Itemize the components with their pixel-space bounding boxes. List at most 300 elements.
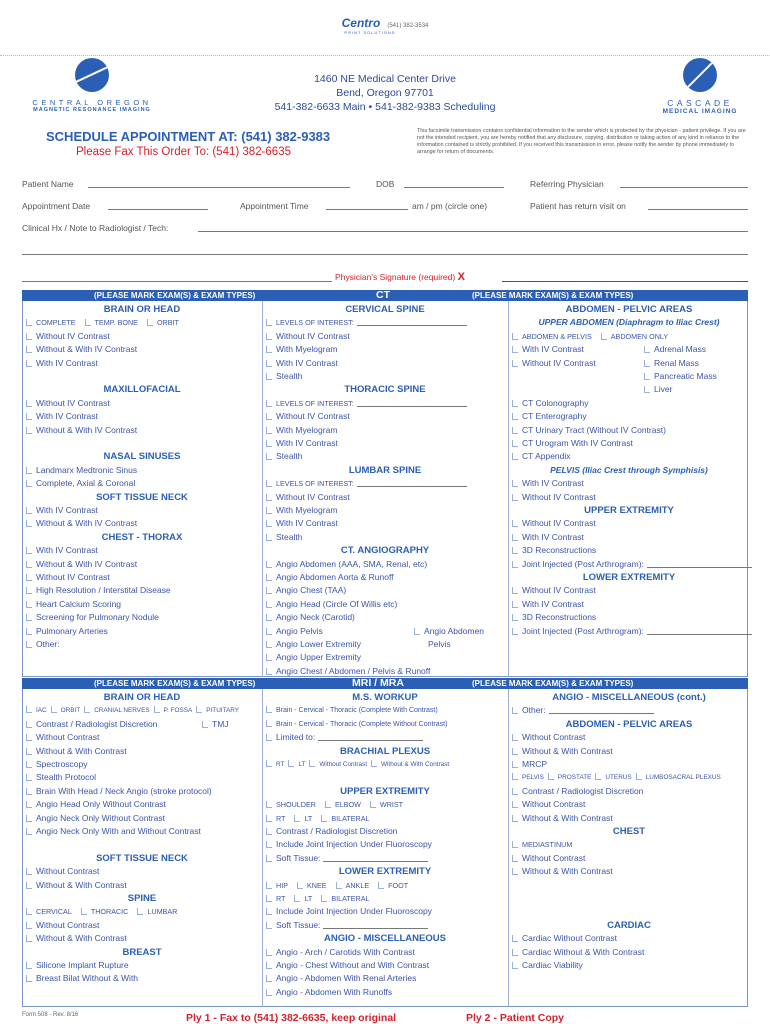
ply1-instruction: Ply 1 - Fax to (541) 382-6635, keep original xyxy=(186,1012,397,1024)
checkbox[interactable] xyxy=(644,346,650,353)
option-label: CERVICAL xyxy=(36,907,72,917)
exam-option xyxy=(26,424,258,437)
option-label: Without & With IV Contrast xyxy=(36,344,138,355)
dob-field[interactable] xyxy=(404,187,504,188)
fill-in-line[interactable] xyxy=(357,318,467,326)
section-heading: LUMBAR SPINE xyxy=(348,464,422,476)
option-label: Stealth xyxy=(276,531,303,542)
section-heading: NASAL SINUSES xyxy=(103,451,181,463)
checkbox[interactable] xyxy=(288,760,294,767)
exam-option xyxy=(512,852,746,865)
checkbox[interactable] xyxy=(266,440,272,447)
checkbox[interactable] xyxy=(266,507,272,514)
option-label: HIP xyxy=(276,880,288,890)
exam-option xyxy=(512,758,746,771)
checkbox[interactable] xyxy=(266,346,272,353)
appointment-date-field[interactable] xyxy=(108,209,208,210)
section-heading: BRAIN OR HEAD xyxy=(103,692,181,703)
exam-option xyxy=(266,665,504,678)
option-label: With IV Contrast xyxy=(522,344,584,355)
exam-option xyxy=(26,771,258,784)
option-label: With IV Contrast xyxy=(276,518,338,529)
exam-option xyxy=(266,812,504,825)
checkbox[interactable] xyxy=(512,453,518,460)
option-label: Other: xyxy=(36,639,60,649)
exam-option xyxy=(512,450,746,463)
checkbox[interactable] xyxy=(196,706,202,713)
referring-physician-field[interactable] xyxy=(620,187,748,188)
fill-in-line[interactable] xyxy=(549,706,654,714)
checkbox[interactable] xyxy=(644,373,650,380)
checkbox[interactable] xyxy=(512,868,518,875)
option-label: LEVELS OF INTEREST: xyxy=(276,398,354,408)
option-label: Without Contrast xyxy=(522,852,586,863)
option-label: CT Colonography xyxy=(522,397,589,408)
option-label: Screening for Pulmonary Nodule xyxy=(36,612,159,623)
checkbox[interactable] xyxy=(26,507,32,514)
checkbox[interactable] xyxy=(512,734,518,741)
checkbox[interactable] xyxy=(512,561,518,568)
physician-signature-field[interactable] xyxy=(502,281,748,282)
right-logo-name: CASCADE xyxy=(667,98,733,108)
checkbox[interactable] xyxy=(512,547,518,554)
section-heading: PELVIS (Iliac Crest through Symphisis) xyxy=(550,464,708,475)
checkbox[interactable] xyxy=(512,333,518,340)
checkbox[interactable] xyxy=(26,346,32,353)
exam-option xyxy=(266,330,504,343)
exam-option xyxy=(26,477,258,490)
option-label: With IV Contrast xyxy=(522,598,584,609)
checkbox[interactable] xyxy=(512,855,518,862)
exam-option xyxy=(512,865,746,878)
checkbox[interactable] xyxy=(26,868,32,875)
option-label: ANKLE xyxy=(345,880,370,890)
checkbox[interactable] xyxy=(51,706,57,713)
checkbox[interactable] xyxy=(266,400,272,407)
checkbox[interactable] xyxy=(512,815,518,822)
checkbox[interactable] xyxy=(26,828,32,835)
checkbox[interactable] xyxy=(266,841,272,848)
exam-option xyxy=(26,504,258,517)
checkbox[interactable] xyxy=(26,561,32,568)
checkbox[interactable] xyxy=(26,333,32,340)
physician-signature-label xyxy=(335,271,465,283)
secondary-option xyxy=(644,343,706,356)
fill-in-line[interactable] xyxy=(323,854,428,862)
patient-name-label: Patient Name xyxy=(22,179,74,189)
checkbox[interactable] xyxy=(266,989,272,996)
option-label: Heart Calcium Scoring xyxy=(36,598,122,609)
form-number: Form 508 - Rev. 8/16 xyxy=(22,1012,79,1018)
exam-option xyxy=(26,638,258,651)
checkbox[interactable] xyxy=(26,721,32,728)
option-label: P. FOSSA xyxy=(163,707,193,715)
checkbox[interactable] xyxy=(202,721,208,728)
option-label: ELBOW xyxy=(334,800,361,810)
option-label: Joint Injected (Post Arthrogram): xyxy=(522,558,644,569)
option-label: LT xyxy=(304,894,313,903)
exam-option xyxy=(26,812,258,825)
checkbox[interactable] xyxy=(636,773,642,780)
option-label: Joint Injected (Post Arthrogram): xyxy=(522,625,644,636)
secondary-option xyxy=(644,357,699,370)
option-label: Without IV Contrast xyxy=(276,491,350,502)
left-logo-name: CENTRAL OREGON xyxy=(32,98,152,107)
checkbox[interactable] xyxy=(266,520,272,527)
checkbox[interactable] xyxy=(26,547,32,554)
checkbox[interactable] xyxy=(414,628,420,635)
option-label: Angio - Arch / Carotids With Contrast xyxy=(276,946,415,957)
option-label: Angio Upper Extremity xyxy=(276,652,362,663)
checkbox[interactable] xyxy=(512,935,518,942)
exam-option xyxy=(266,316,504,329)
fill-in-line[interactable] xyxy=(318,733,423,741)
exam-option xyxy=(266,491,504,504)
checkbox[interactable] xyxy=(512,400,518,407)
checkbox[interactable] xyxy=(512,841,518,848)
checkbox[interactable] xyxy=(266,949,272,956)
option-label: Angio Chest / Abdomen / Pelvis & Runoff xyxy=(276,665,431,676)
checkbox[interactable] xyxy=(512,761,518,768)
checkbox[interactable] xyxy=(154,706,160,713)
checkbox[interactable] xyxy=(321,815,327,822)
checkbox[interactable] xyxy=(512,520,518,527)
section-heading: ABDOMEN - PELVIC AREAS xyxy=(565,718,693,730)
checkbox[interactable] xyxy=(266,413,272,420)
exam-option xyxy=(26,959,258,972)
appointment-time-label: Appointment Time xyxy=(240,201,309,211)
section-heading: CT. ANGIOGRAPHY xyxy=(340,545,430,557)
checkbox[interactable] xyxy=(266,373,272,380)
option-label: Without & With Contrast xyxy=(522,745,613,756)
option-label: FOOT xyxy=(388,880,409,890)
checkbox[interactable] xyxy=(512,587,518,594)
option-label: ABDOMEN ONLY xyxy=(610,331,669,341)
checkbox[interactable] xyxy=(512,413,518,420)
exam-option xyxy=(266,598,504,611)
option-label: LUMBAR xyxy=(147,907,178,917)
option-label: Stealth xyxy=(276,371,303,381)
secondary-option xyxy=(428,638,451,651)
checkbox[interactable] xyxy=(26,641,32,648)
option-label: Limited to: xyxy=(276,732,316,743)
exam-option xyxy=(512,771,746,784)
section-heading: BREAST xyxy=(122,946,162,958)
option-label: COMPLETE xyxy=(36,318,76,328)
exam-option xyxy=(26,865,258,878)
section-heading: UPPER ABDOMEN (Diaphragm to Iliac Crest) xyxy=(538,317,720,328)
checkbox[interactable] xyxy=(512,480,518,487)
checkbox[interactable] xyxy=(512,494,518,501)
checkbox[interactable] xyxy=(512,534,518,541)
exam-option xyxy=(266,611,504,624)
checkbox[interactable] xyxy=(266,534,272,541)
exam-option xyxy=(512,731,746,744)
checkbox[interactable] xyxy=(266,654,272,661)
checkbox[interactable] xyxy=(266,975,272,982)
checkbox[interactable] xyxy=(266,641,272,648)
checkbox[interactable] xyxy=(266,614,272,621)
checkbox[interactable] xyxy=(266,895,272,902)
checkbox[interactable] xyxy=(644,360,650,367)
option-label: Brain With Head / Neck Angio (stroke protocol) xyxy=(36,785,212,796)
option-label: Landmarx Medtronic Sinus xyxy=(36,464,138,475)
mri-logo-icon xyxy=(75,58,109,92)
fill-in-line[interactable] xyxy=(323,921,428,929)
checkbox[interactable] xyxy=(26,922,32,929)
option-label: Soft Tissue: xyxy=(276,919,321,930)
address-line1: 1460 NE Medical Center Drive xyxy=(314,73,456,85)
checkbox[interactable] xyxy=(26,413,32,420)
checkbox[interactable] xyxy=(26,761,32,768)
checkbox[interactable] xyxy=(266,319,272,326)
checkbox[interactable] xyxy=(512,346,518,353)
spacer-row xyxy=(512,892,746,905)
address-line2: Bend, Oregon 97701 xyxy=(336,87,434,99)
exam-option xyxy=(266,517,504,530)
checkbox[interactable] xyxy=(309,760,315,767)
checkbox[interactable] xyxy=(512,773,518,780)
checkbox[interactable] xyxy=(371,760,377,767)
option-label: THORACIC xyxy=(90,907,129,917)
checkbox[interactable] xyxy=(26,706,32,713)
option-label: BILATERAL xyxy=(331,894,370,903)
checkbox[interactable] xyxy=(266,587,272,594)
exam-option xyxy=(512,397,746,410)
exam-option xyxy=(266,892,504,905)
fill-in-line[interactable] xyxy=(357,479,467,487)
option-label: MEDIASTINUM xyxy=(522,840,573,850)
section-heading: SOFT TISSUE NECK xyxy=(96,491,188,503)
checkbox[interactable] xyxy=(548,773,554,780)
exam-option xyxy=(266,905,504,918)
exam-option xyxy=(26,544,258,557)
exam-option xyxy=(26,517,258,530)
option-label: Angio Lower Extremity xyxy=(276,639,362,649)
exam-option xyxy=(512,383,746,396)
section-heading: BRAIN OR HEAD xyxy=(103,304,181,315)
option-label: With IV Contrast xyxy=(36,357,98,368)
exam-option xyxy=(26,825,258,838)
checkbox[interactable] xyxy=(266,427,272,434)
checkbox[interactable] xyxy=(26,574,32,581)
checkbox[interactable] xyxy=(266,668,272,675)
checkbox[interactable] xyxy=(26,427,32,434)
option-label: Without IV Contrast xyxy=(522,491,596,502)
checkbox[interactable] xyxy=(26,614,32,621)
exam-option xyxy=(266,571,504,584)
checkbox[interactable] xyxy=(26,975,32,982)
checkbox[interactable] xyxy=(512,427,518,434)
option-label: Renal Mass xyxy=(654,357,699,368)
section-heading: UPPER EXTREMITY xyxy=(340,785,430,797)
mri-divider-1 xyxy=(262,689,263,1007)
exam-option xyxy=(266,731,504,744)
checkbox[interactable] xyxy=(266,480,272,487)
checkbox[interactable] xyxy=(26,734,32,741)
checkbox[interactable] xyxy=(266,706,272,713)
checkbox[interactable] xyxy=(266,720,272,727)
checkbox[interactable] xyxy=(26,587,32,594)
option-label: LT xyxy=(304,813,313,823)
centro-logo-text: Centro xyxy=(341,16,381,30)
checkbox[interactable] xyxy=(512,360,518,367)
checkbox[interactable] xyxy=(266,815,272,822)
schedule-heading: SCHEDULE APPOINTMENT AT: (541) 382-9383 xyxy=(46,129,331,144)
clinical-hx-field-line2[interactable] xyxy=(22,254,748,255)
checkbox[interactable] xyxy=(26,935,32,942)
exam-option xyxy=(512,798,746,811)
exam-option xyxy=(512,785,746,798)
exam-option xyxy=(26,316,258,329)
checkbox[interactable] xyxy=(512,962,518,969)
option-label: UTERUS xyxy=(605,774,632,782)
patient-name-field[interactable] xyxy=(88,187,350,188)
exam-option xyxy=(26,584,258,597)
option-label: High Resolution / Interstital Disease xyxy=(36,585,171,596)
option-label: Cardiac Without & With Contrast xyxy=(522,946,645,957)
exam-option xyxy=(26,343,258,356)
section-heading: MAXILLOFACIAL xyxy=(103,384,181,396)
checkbox[interactable] xyxy=(26,400,32,407)
checkbox[interactable] xyxy=(147,319,153,326)
checkbox[interactable] xyxy=(266,855,272,862)
checkbox[interactable] xyxy=(266,628,272,635)
checkbox[interactable] xyxy=(266,908,272,915)
fill-in-line[interactable] xyxy=(647,560,752,568)
checkbox[interactable] xyxy=(266,922,272,929)
option-label: Breast Bilat Without & With xyxy=(36,973,139,984)
checkbox[interactable] xyxy=(321,895,327,902)
checkbox[interactable] xyxy=(84,706,90,713)
checkbox[interactable] xyxy=(26,815,32,822)
checkbox[interactable] xyxy=(266,882,272,889)
checkbox[interactable] xyxy=(26,360,32,367)
checkbox[interactable] xyxy=(26,962,32,969)
exam-option xyxy=(266,397,504,410)
checkbox[interactable] xyxy=(512,628,518,635)
checkbox[interactable] xyxy=(26,628,32,635)
checkbox[interactable] xyxy=(26,788,32,795)
exam-option xyxy=(512,598,746,611)
option-label: Cardiac Viability xyxy=(522,960,583,970)
checkbox[interactable] xyxy=(266,360,272,367)
return-visit-field[interactable] xyxy=(648,209,748,210)
checkbox[interactable] xyxy=(325,801,331,808)
exam-option xyxy=(512,370,746,383)
checkbox[interactable] xyxy=(512,601,518,608)
option-label: Without Contrast xyxy=(319,761,367,768)
checkbox[interactable] xyxy=(512,614,518,621)
checkbox[interactable] xyxy=(266,962,272,969)
checkbox[interactable] xyxy=(266,494,272,501)
confidentiality-disclaimer: This facsimile transmission contains confidential information to the sender which is protected by the physician - patient privilege. If you are not the intended recipient, you are hereby notified that any disclosure, copying, distribution or taking action of any kind in reliance to the information contained is strictly prohibited. If you received this transmission in error, please notify the sender by phone immediately to arrange for return of documents. xyxy=(417,128,746,155)
checkbox[interactable] xyxy=(26,774,32,781)
option-label: Without & With Contrast xyxy=(36,933,127,944)
ct-bar-title: CT xyxy=(376,289,390,301)
option-label: Stealth xyxy=(276,451,303,462)
checkbox[interactable] xyxy=(266,453,272,460)
checkbox[interactable] xyxy=(26,748,32,755)
checkbox[interactable] xyxy=(266,760,272,767)
option-label: Without IV Contrast xyxy=(522,585,596,596)
option-label: Without & With IV Contrast xyxy=(36,424,138,435)
option-label: Pancreatic Mass xyxy=(654,371,717,381)
checkbox[interactable] xyxy=(266,801,272,808)
checkbox[interactable] xyxy=(294,895,300,902)
exam-option xyxy=(26,758,258,771)
checkbox[interactable] xyxy=(294,815,300,822)
option-label: With IV Contrast xyxy=(36,411,98,422)
checkbox[interactable] xyxy=(85,319,91,326)
exam-option xyxy=(26,932,258,945)
option-label: Contrast / Radiologist Discretion xyxy=(276,826,398,836)
option-label: PROSTATE xyxy=(557,774,592,782)
option-label: Without IV Contrast xyxy=(36,397,110,408)
address-phones: 541-382-6633 Main • 541-382-9383 Scheduling xyxy=(274,101,496,113)
spacer-row xyxy=(512,879,746,892)
checkbox[interactable] xyxy=(595,773,601,780)
checkbox[interactable] xyxy=(26,480,32,487)
exam-option xyxy=(512,745,746,758)
option-label: MRCP xyxy=(522,759,548,769)
option-label: Liver xyxy=(654,384,673,395)
checkbox[interactable] xyxy=(137,908,143,915)
exam-option xyxy=(266,946,504,959)
checkbox[interactable] xyxy=(378,882,384,889)
checkbox[interactable] xyxy=(266,561,272,568)
checkbox[interactable] xyxy=(26,467,32,474)
checkbox[interactable] xyxy=(26,801,32,808)
section-heading: UPPER EXTREMITY xyxy=(584,505,674,516)
checkbox[interactable] xyxy=(266,734,272,741)
checkbox[interactable] xyxy=(512,440,518,447)
checkbox[interactable] xyxy=(266,601,272,608)
option-label: ORBIT xyxy=(156,318,179,328)
checkbox[interactable] xyxy=(512,748,518,755)
checkbox[interactable] xyxy=(297,882,303,889)
checkbox[interactable] xyxy=(512,707,518,714)
option-label: CT Urogram With IV Contrast xyxy=(522,438,633,448)
checkbox[interactable] xyxy=(26,601,32,608)
checkbox[interactable] xyxy=(26,908,32,915)
checkbox[interactable] xyxy=(601,333,607,340)
fill-in-line[interactable] xyxy=(647,627,752,635)
left-logo-sub: MAGNETIC RESONANCE IMAGING xyxy=(33,107,151,113)
option-label: With IV Contrast xyxy=(276,357,338,368)
checkbox[interactable] xyxy=(512,788,518,795)
checkbox[interactable] xyxy=(266,828,272,835)
checkbox[interactable] xyxy=(266,574,272,581)
checkbox[interactable] xyxy=(336,882,342,889)
checkbox[interactable] xyxy=(644,386,650,393)
exam-option xyxy=(26,410,258,423)
option-label: Contrast / Radiologist Discretion xyxy=(522,785,644,796)
section-heading: SPINE xyxy=(127,893,157,904)
checkbox[interactable] xyxy=(26,520,32,527)
checkbox[interactable] xyxy=(26,319,32,326)
checkbox[interactable] xyxy=(512,949,518,956)
checkbox[interactable] xyxy=(81,908,87,915)
checkbox[interactable] xyxy=(370,801,376,808)
checkbox[interactable] xyxy=(266,333,272,340)
appointment-time-field[interactable] xyxy=(326,209,408,210)
fill-in-line[interactable] xyxy=(357,399,467,407)
clinical-hx-field[interactable] xyxy=(198,231,748,232)
exam-option xyxy=(512,932,746,945)
checkbox[interactable] xyxy=(512,801,518,808)
checkbox[interactable] xyxy=(26,882,32,889)
